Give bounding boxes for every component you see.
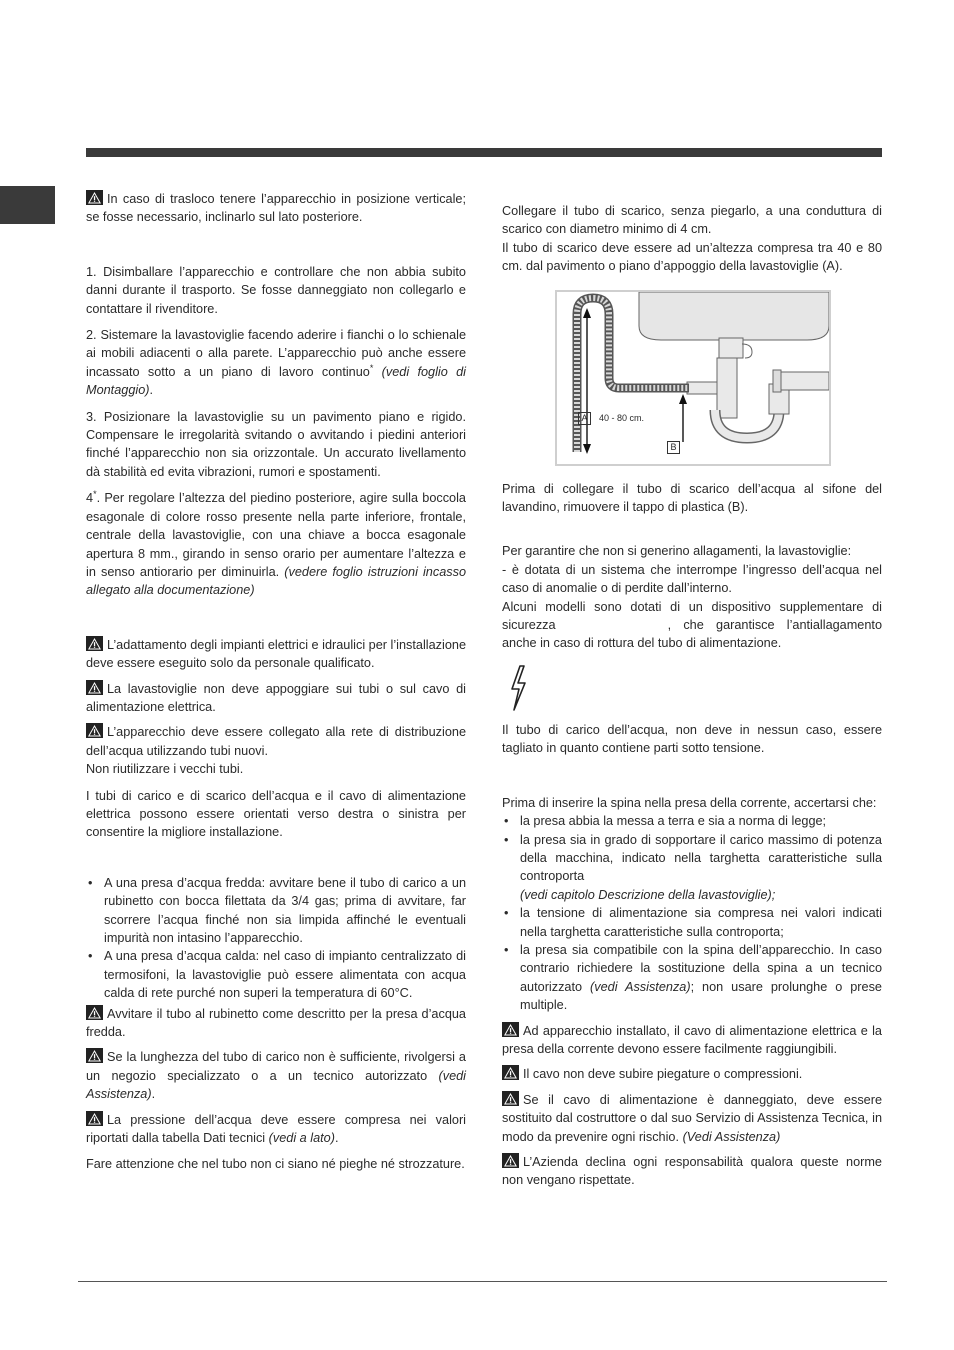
drain-connection-text: Collegare il tubo di scarico, senza piegarlo, a una conduttura di scarico con diametro minimo di 4 cm. — [502, 204, 882, 237]
warning-icon — [86, 190, 103, 205]
list-item: • A una presa d’acqua fredda: avvitare bene il tubo di carico a un rubinetto con bocca filettata da 3/4 gas; prima di avvitare, far scorrere l’acqua finché non sia limpida affinché le eventuali impurità non intasino l’apparecchio. — [88, 875, 466, 945]
flood-protection-system: - è dotata di un sistema che interrompe l’ingresso dell’acqua nel caso di anomalie o di perdite dall’interno. — [502, 562, 882, 596]
cable-bend-warning: Il cavo non deve subire piegature o compressioni. — [502, 1065, 882, 1083]
tap-warning: Avvitare il tubo al rubinetto come descritto per la presa d’acqua fredda. — [86, 1006, 466, 1040]
list-item: • la tensione di alimentazione sia compresa nei valori indicati nella targhetta caratteristiche sulla controporta; — [504, 906, 882, 939]
right-column — [502, 202, 882, 1190]
language-tab — [0, 186, 55, 224]
warning-icon — [502, 1022, 519, 1037]
warning-icon — [86, 636, 103, 651]
new-hoses-warning: L’apparecchio deve essere collegato alla rete di distribuzione dell’acqua utilizzando tubi nuovi. — [86, 725, 466, 758]
pressure-warning: La pressione dell’acqua deve essere compresa nei valori riportati dalla tabella Dati tecnici (vedi a lato). — [86, 1112, 466, 1146]
footer-rule — [78, 1281, 887, 1282]
list-item: • la presa sia compatibile con la spina dell’apparecchio. In caso contrario richiedere la sostituzione della spina a un tecnico autorizzato (vedi Assistenza); non usare prolunghe o prese multiple. — [504, 942, 882, 1013]
header-bar — [86, 148, 882, 157]
hoses-warning: La lavastoviglie non deve appoggiare sui tubi o sul cavo di alimentazione elettrica. — [86, 681, 466, 714]
socket-check-intro: Prima di inserire la spina nella presa della corrente, accertarsi che: — [502, 795, 877, 810]
plug-removal-text: Prima di collegare il tubo di scarico dell’acqua al sifone del lavandino, rimuovere il tappo di plastica (B). — [502, 481, 882, 515]
qualified-personnel-warning: L’adattamento degli impianti elettrici e idraulici per l’installazione deve essere eseguito solo da personale qualificato. — [86, 637, 466, 671]
warning-icon — [86, 1048, 103, 1063]
height-range-label: 40 - 80 cm. — [599, 412, 645, 423]
hose-orientation-text: I tubi di carico e di scarico dell’acqua e il cavo di alimentazione elettrica possono essere orientati verso destra o sinistra per consentire la migliore installazione. — [86, 788, 466, 840]
warning-icon — [502, 1153, 519, 1168]
list-item: • la presa abbia la messa a terra e sia a norma di legge; — [504, 814, 827, 829]
list-item: • A una presa d’acqua calda: nel caso di impianto centralizzato di termosifoni, la lavastoviglie può essere alimentata con acqua calda di rete purché non superi la temperatura di 60°C. — [88, 949, 466, 1001]
warning-icon — [86, 723, 103, 738]
inlet-hose-warning: Il tubo di carico dell’acqua, non deve in nessun caso, essere tagliato in quanto contiene parti sotto tensione. — [502, 722, 882, 756]
transport-warning: In caso di trasloco tenere l’apparecchio in posizione verticale; se fosse necessario, inclinarlo sul lato posteriore. — [86, 192, 466, 225]
kink-note: Fare attenzione che nel tubo non ci siano né pieghe né strozzature. — [86, 1157, 465, 1172]
flood-protection-intro: Per garantire che non si generino allagamenti, la lavastoviglie: — [502, 544, 852, 559]
step-2: 2. Sistemare la lavastoviglie facendo aderire i fianchi o lo schienale ai mobili adiacenti o alla parete. L’apparecchio può anche essere incassato sotto a un piano di lavoro continuo* (vedi foglio di Montaggio). — [86, 328, 466, 398]
warning-icon — [86, 680, 103, 695]
drain-diagram — [555, 290, 831, 466]
warning-icon — [502, 1065, 519, 1080]
old-hoses-note: Non riutilizzare i vecchi tubi. — [86, 762, 244, 777]
accessible-cable-warning: Ad apparecchio installato, il cavo di alimentazione elettrica e la presa della corrente devono essere facilmente raggiungibili. — [502, 1023, 882, 1056]
water-connection-list — [86, 874, 466, 1003]
socket-check-list — [502, 812, 882, 1014]
damaged-cable-warning: Se il cavo di alimentazione è danneggiato, deve essere sostituito dal costruttore o dal suo Servizio di Assistenza Tecnica, in modo da prevenire ogni rischio. (Vedi Assistenza) — [502, 1092, 882, 1144]
flood-protection-device: Alcuni modelli sono dotati di un dispositivo supplementare di sicurezza , che garantisce l’antiallagamento anche in caso di rottura del tubo di alimentazione. — [502, 599, 882, 651]
step-3: 3. Posizionare la lavastoviglie su un pavimento piano e rigido. Compensare le irregolarità svitando o avvitando i piedini anteriori finché l’apparecchio non sia orizzontale. Un accurato livellamento dà stabilità ed evita vibrazioni, rumori e spostamenti. — [86, 409, 466, 479]
hose-length-warning: Se la lunghezza del tubo di carico non è sufficiente, rivolgersi a un negozio specializzato o a un tecnico autorizzato (vedi Assistenza). — [86, 1050, 466, 1102]
liability-disclaimer: L’Azienda declina ogni responsabilità qualora queste norme non vengano rispettate. — [502, 1155, 882, 1188]
warning-icon — [502, 1091, 519, 1106]
label-a: A — [578, 412, 591, 425]
warning-icon — [86, 1111, 103, 1126]
drain-height-text: Il tubo di scarico deve essere ad un’altezza compresa tra 40 e 80 cm. dal pavimento o piano d’appoggio della lavastoviglie (A). — [502, 240, 882, 274]
list-item: • la presa sia in grado di sopportare il carico massimo di potenza della macchina, indicato nella targhetta caratteristiche sulla controporta (vedi capitolo Descrizione della lavastoviglie); — [504, 832, 882, 902]
warning-icon — [86, 1005, 103, 1020]
lightning-icon — [508, 665, 528, 711]
step-4: 4*. Per regolare l’altezza del piedino posteriore, agire sulla boccola esagonale di colore rosso presente nella parte inferiore, frontale, centrale della lavastoviglie, con una chiave a bocca esagonale apertura 8 mm., girando in senso orario per aumentare l’altezza e in senso antiorario per diminuirla. (vedere foglio istruzioni incasso allegato alla documentazione) — [86, 489, 466, 598]
label-b: B — [667, 441, 680, 454]
left-column — [86, 190, 466, 1174]
step-1: 1. Disimballare l’apparecchio e controllare che non abbia subito danni durante il trasporto. Se fosse danneggiato non collegarlo e contattare il rivenditore. — [86, 264, 466, 316]
